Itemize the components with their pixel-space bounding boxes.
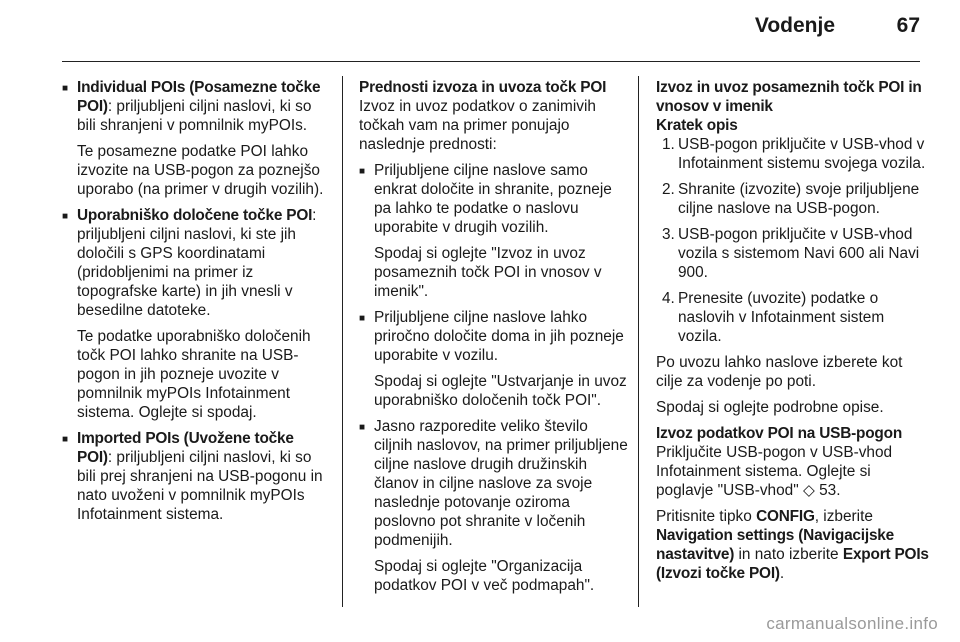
step-number: 1. xyxy=(662,136,675,153)
page-header xyxy=(0,0,960,60)
step-text: Prenesite (uvozite) podatke o naslovih v Infotainment sistem vozila. xyxy=(678,290,885,345)
term: Uporabniško določene točke POI xyxy=(77,207,313,224)
section-heading: Izvoz in uvoz posameznih točk POI in vnosov v imenik xyxy=(656,79,922,115)
step-number: 2. xyxy=(662,181,675,198)
list-item xyxy=(359,308,629,410)
section-heading: Izvoz podatkov POI na USB-pogon xyxy=(656,425,903,442)
header-rule xyxy=(62,61,920,62)
item-note: Spodaj si oglejte "Organizacija podatkov POI v več podmapah". xyxy=(374,558,595,594)
bullet-square-icon: ■ xyxy=(359,422,366,433)
definition: : priljubljeni ciljni naslovi, ki ste jih določili s GPS koordinatami (pridobljenimi na primer iz topografske karte) in jih vnesli v besedilne datoteke. xyxy=(77,207,317,319)
term: Individual POIs (Posamezne točke POI) xyxy=(77,79,321,115)
subsection-heading: Kratek opis xyxy=(656,117,738,134)
menu-item-label: Navigation settings (Navigacijske nastavitve) xyxy=(656,527,895,563)
item-note: Te posamezne podatke POI lahko izvozite na USB-pogon za poznejšo uporabo (na primer v drugih vozilih). xyxy=(77,143,324,198)
item-text: Jasno razporedite veliko število ciljnih naslovov, na primer priljubljene ciljne naslove drugih družinskih članov in ciljne naslove za svoje naslednje potovanje oziroma poslovno pot shranite v ločenih podmenijih. xyxy=(374,418,628,549)
numbered-step xyxy=(656,225,931,282)
item-note: Spodaj si oglejte "Ustvarjanje in uvoz uporabniško določenih točk POI". xyxy=(374,373,627,409)
list-item xyxy=(62,78,332,199)
section-intro: Izvoz in uvoz podatkov o zanimivih točkah vam na primer ponujajo naslednje prednosti: xyxy=(359,98,596,153)
step-text: USB-pogon priključite v USB-vhod v Infotainment sistemu svojega vozila. xyxy=(678,136,926,172)
paragraph: Spodaj si oglejte podrobne opise. xyxy=(656,399,884,416)
definition: : priljubljeni ciljni naslovi, ki so bili prej shranjeni na USB-pogonu in nato uvoženi v pomnilnik myPOIs Infotainment sistema. xyxy=(77,449,323,523)
step-text: Shranite (izvozite) svoje priljubljene ciljne naslove na USB-pogon. xyxy=(678,181,920,217)
paragraph: Po uvozu lahko naslove izberete kot cilje za vodenje po poti. xyxy=(656,354,903,390)
column-3 xyxy=(656,78,931,590)
item-note: Spodaj si oglejte "Izvoz in uvoz posameznih točk POI in vnosov v imenik". xyxy=(374,245,602,300)
column-2 xyxy=(359,78,629,602)
numbered-step xyxy=(656,180,931,218)
numbered-step xyxy=(656,135,931,173)
paragraph: Priključite USB-pogon v USB-vhod Infotainment sistema. Oglejte si poglavje "USB-vhod" ◇ 53. xyxy=(656,444,893,499)
item-text: Priljubljene ciljne naslove samo enkrat določite in shranite, pozneje pa lahko te podatke o naslovu uporabite v drugih vozilih. xyxy=(374,162,612,236)
step-number: 3. xyxy=(662,226,675,243)
key-label: CONFIG xyxy=(756,508,815,525)
list-item xyxy=(359,417,629,595)
term: Imported POIs (Uvožene točke POI) xyxy=(77,430,294,466)
bullet-square-icon: ■ xyxy=(62,211,69,222)
bullet-square-icon: ■ xyxy=(359,166,366,177)
numbered-step xyxy=(656,289,931,346)
page-reference-icon: ◇ xyxy=(802,482,815,499)
column-divider-1 xyxy=(342,76,343,607)
list-item xyxy=(62,429,332,524)
item-note: Te podatke uporabniško določenih točk POI lahko shranite na USB-pogon in jih pozneje uvozite v pomnilnik myPOIs Infotainment sistema. Oglejte si spodaj. xyxy=(77,328,311,421)
bullet-square-icon: ■ xyxy=(62,434,69,445)
step-number: 4. xyxy=(662,290,675,307)
paragraph: Pritisnite tipko CONFIG, izberite Navigation settings (Navigacijske nastavitve) in nato izberite Export POIs (Izvozi točke POI). xyxy=(656,508,929,582)
definition: : priljubljeni ciljni naslovi, ki so bili shranjeni v pomnilnik myPOIs. xyxy=(77,98,312,134)
watermark: carmanualsonline.info xyxy=(766,614,938,633)
column-1 xyxy=(62,78,332,531)
item-text: Priljubljene ciljne naslove lahko priročno določite doma in jih pozneje uporabite v vozilu. xyxy=(374,309,624,364)
page-number: 67 xyxy=(896,14,920,37)
page-reference: 53. xyxy=(814,482,841,499)
list-item xyxy=(62,206,332,422)
step-text: USB-pogon priključite v USB-vhod vozila s sistemom Navi 600 ali Navi 900. xyxy=(678,226,920,281)
list-item xyxy=(359,161,629,301)
bullet-square-icon: ■ xyxy=(359,313,366,324)
column-divider-2 xyxy=(638,76,639,607)
section-heading: Prednosti izvoza in uvoza točk POI xyxy=(359,79,607,96)
menu-item-label: Export POIs (Izvozi točke POI) xyxy=(656,546,929,582)
page-title: Vodenje xyxy=(754,14,835,37)
bullet-square-icon: ■ xyxy=(62,83,69,94)
